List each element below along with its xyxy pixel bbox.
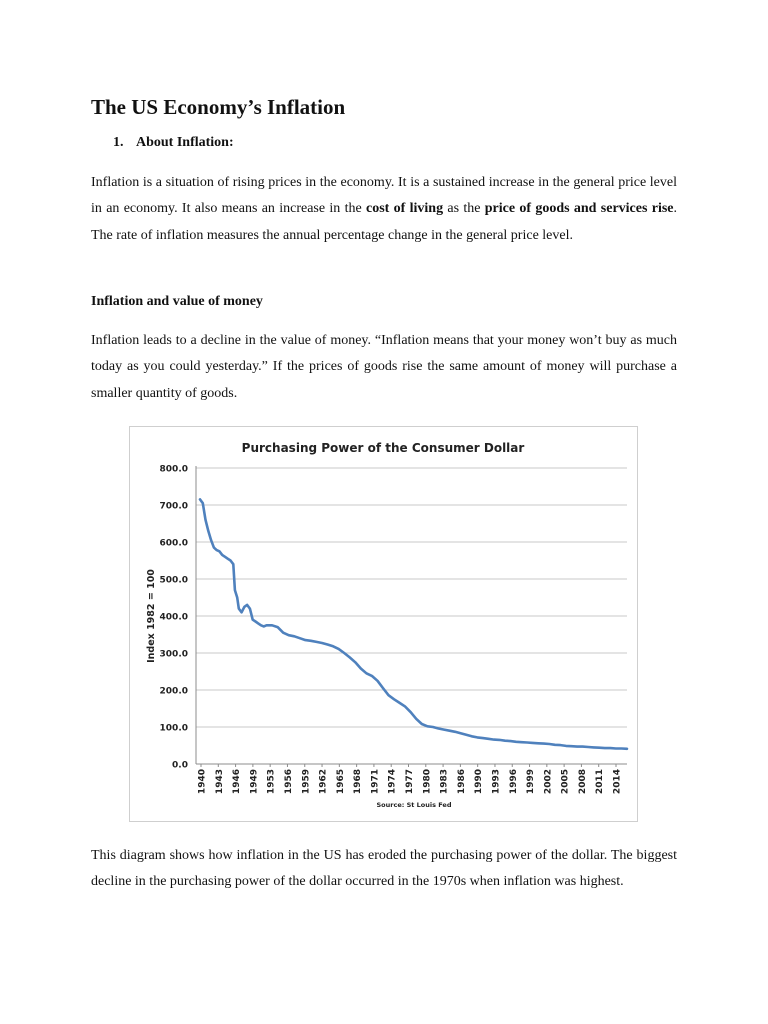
x-tick-label: 1965: [335, 769, 346, 795]
x-tick-label: 1956: [283, 769, 294, 795]
x-tick-label: 1943: [214, 769, 225, 795]
section-heading-label: About Inflation:: [136, 135, 234, 150]
x-tick-label: 2011: [595, 769, 606, 795]
x-tick-label: 1990: [474, 769, 485, 795]
y-tick-label: 400.0: [159, 612, 188, 623]
page-title: The US Economy’s Inflation: [91, 95, 346, 119]
subheading-value-of-money: Inflation and value of money: [91, 294, 263, 309]
section-heading: [113, 133, 234, 153]
x-tick-label: 1959: [301, 769, 312, 795]
x-tick-label: 2008: [577, 769, 588, 795]
x-tick-label: 1971: [370, 769, 381, 795]
x-tick-label: 1980: [422, 769, 433, 795]
x-tick-label: 2005: [560, 769, 571, 795]
chart-source: Source: St Louis Fed: [376, 801, 452, 809]
x-tick-label: 1949: [249, 769, 260, 795]
paragraph-text: Inflation is a situation of rising prices in the economy. It is a sustained increase in the general price level in an economy. It also means an increase in the: [91, 175, 677, 217]
x-tick-label: 1993: [491, 769, 502, 795]
x-tick-label: 1962: [318, 769, 329, 795]
y-tick-label: 600.0: [159, 538, 188, 549]
x-tick-label: 1974: [387, 769, 398, 795]
y-tick-label: 500.0: [159, 575, 188, 586]
series-line-purchasing-power: [200, 499, 627, 748]
x-tick-label: 2014: [612, 769, 623, 795]
section-number: 1.: [113, 135, 124, 150]
x-tick-label: 1946: [232, 769, 243, 795]
purchasing-power-chart: [130, 427, 637, 821]
y-tick-label: 300.0: [159, 649, 188, 660]
paragraph-text: as the: [443, 201, 485, 217]
x-tick-label: 2002: [543, 769, 554, 795]
chart-title: Purchasing Power of the Consumer Dollar: [241, 441, 525, 455]
paragraph-diagram-explanation: This diagram shows how inflation in the US has eroded the purchasing power of the dollar. The biggest decline in the purchasing power of the dollar occurred in the 1970s when inflation was highest.: [91, 848, 677, 890]
x-tick-label: 1986: [456, 769, 467, 795]
chart-figure: [129, 426, 638, 822]
emphasis-text: cost of living: [366, 201, 444, 217]
x-tick-label: 1940: [197, 769, 208, 795]
y-tick-label: 200.0: [159, 686, 188, 697]
y-tick-label: 800.0: [159, 464, 188, 475]
y-tick-label: 0.0: [172, 760, 188, 771]
paragraph-text: . The rate of inflation measures the annual percentage change in the general price level.: [91, 201, 677, 243]
x-tick-label: 1953: [266, 769, 277, 795]
y-axis-label: Index 1982 = 100: [146, 569, 157, 663]
y-tick-label: 100.0: [159, 723, 188, 734]
x-tick-label: 1977: [405, 769, 415, 795]
paragraph-definition: [91, 170, 677, 249]
x-tick-label: 1996: [508, 769, 519, 795]
x-tick-label: 1983: [439, 769, 450, 795]
y-tick-label: 700.0: [159, 501, 188, 512]
emphasis-text: price of goods and services rise: [484, 201, 674, 217]
x-tick-label: 1968: [353, 769, 364, 795]
paragraph-value-of-money: Inflation leads to a decline in the value of money. “Inflation means that your money won’t buy as much today as you could yesterday.” If the prices of goods rise the same amount of money will purchase a smaller quantity of goods.: [91, 333, 677, 401]
x-tick-label: 1999: [526, 769, 537, 795]
